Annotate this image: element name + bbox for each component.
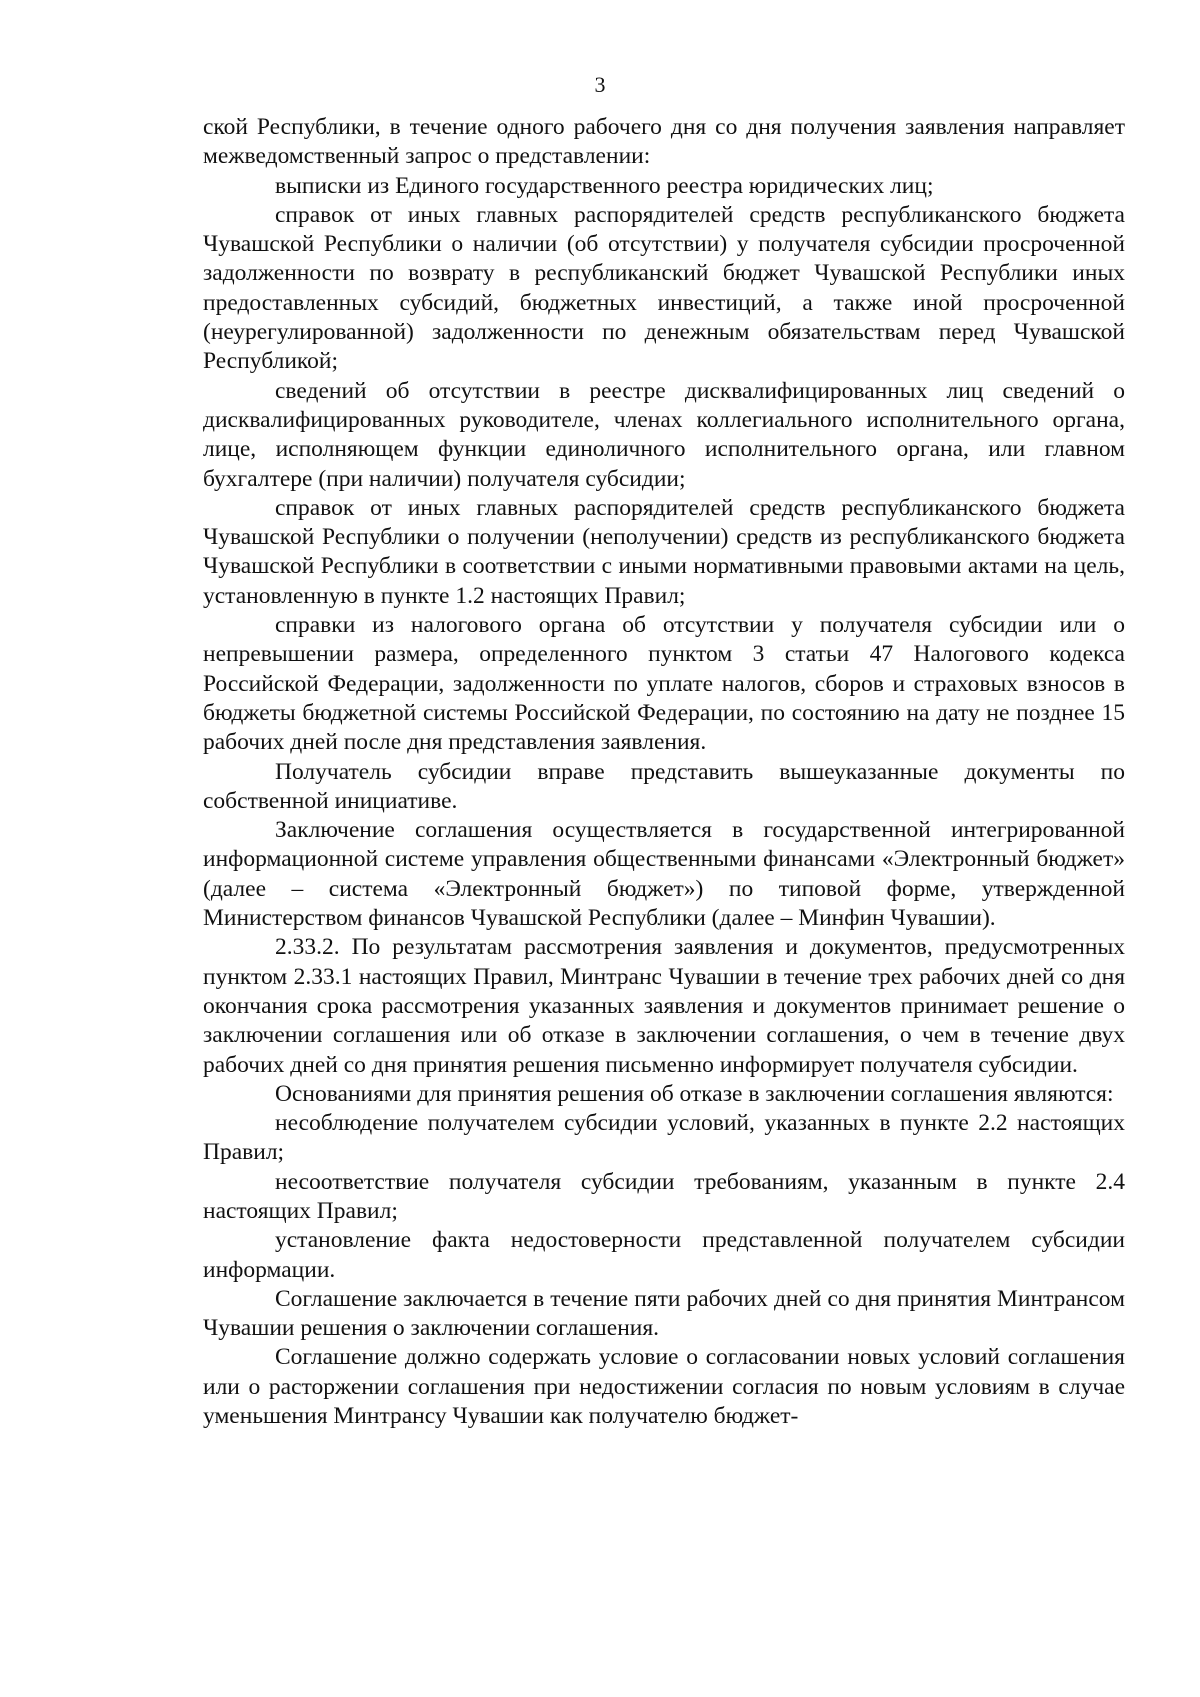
paragraph: справок от иных главных распорядителей средств республиканского бюджета Чувашской Республики о получении (неполучении) средств из республиканского бюджета Чувашской Республики в соответствии с иными нормативными правовыми актами на цель, установленную в пункте 1.2 настоящих Правил;: [203, 494, 1125, 609]
paragraph: Основаниями для принятия решения об отказе в заключении соглашения являются:: [275, 1080, 1114, 1107]
paragraph: справки из налогового органа об отсутствии у получателя субсидии или о непревышении размера, определенного пунктом 3 статьи 47 Налогового кодекса Российской Федерации, задолженности по уплате налогов, сборов и страховых взносов в бюджеты бюджетной системы Российской Федерации, по состоянию на дату не позднее 15 рабочих дней после дня представления заявления.: [203, 612, 1125, 756]
paragraph: справок от иных главных распорядителей средств республиканского бюджета Чувашской Республики о наличии (об отсутствии) у получателя субсидии просроченной задолженности по возврату в республиканский бюджет Чувашской Республики иных предоставленных субсидий, бюджетных инвестиций, а также иной просроченной (неурегулированной) задолженности по денежным обязательствам перед Чувашской Республикой;: [203, 201, 1125, 375]
paragraph: 2.33.2. По результатам рассмотрения заявления и документов, предусмотренных пунктом 2.33.1 настоящих Правил, Минтранс Чувашии в течение трех рабочих дней со дня окончания срока рассмотрения указанных заявления и документов принимает решение о заключении соглашения или об отказе в заключении соглашения, о чем в течение двух рабочих дней со дня принятия решения письменно информирует получателя субсидии.: [203, 934, 1125, 1078]
document-body: [203, 113, 1125, 1431]
paragraph: установление факта недостоверности представленной получателем субсидии информации.: [203, 1227, 1125, 1283]
paragraph: Заключение соглашения осуществляется в государственной интегрированной информационной системе управления общественными финансами «Электронный бюджет» (далее – система «Электронный бюджет») по типовой форме, утвержденной Министерством финансов Чувашской Республики (далее – Минфин Чувашии).: [203, 817, 1125, 932]
paragraph-continuation: ской Республики, в течение одного рабочего дня со дня получения заявления направляет межведомственный запрос о представлении:: [203, 114, 1125, 170]
paragraph: сведений об отсутствии в реестре дисквалифицированных лиц сведений о дисквалифицированных руководителе, членах коллегиального исполнительного органа, лице, исполняющем функции единоличного исполнительного органа, или главном бухгалтере (при наличии) получателя субсидии;: [203, 377, 1125, 492]
page-number: 3: [594, 72, 606, 97]
paragraph: Соглашение должно содержать условие о согласовании новых условий соглашения или о расторжении соглашения при недостижении согласия по новым условиям в случае уменьшения Минтрансу Чувашии как получателю бюджет-: [203, 1344, 1125, 1430]
paragraph: Получатель субсидии вправе представить вышеуказанные документы по собственной инициативе.: [203, 758, 1125, 814]
paragraph: Соглашение заключается в течение пяти рабочих дней со дня принятия Минтрансом Чувашии решения о заключении соглашения.: [203, 1285, 1125, 1342]
paragraph: несоответствие получателя субсидии требованиям, указанным в пункте 2.4 настоящих Правил;: [203, 1168, 1125, 1224]
paragraph: выписки из Единого государственного реестра юридических лиц;: [275, 172, 934, 199]
paragraph: несоблюдение получателем субсидии условий, указанных в пункте 2.2 настоящих Правил;: [203, 1110, 1125, 1166]
